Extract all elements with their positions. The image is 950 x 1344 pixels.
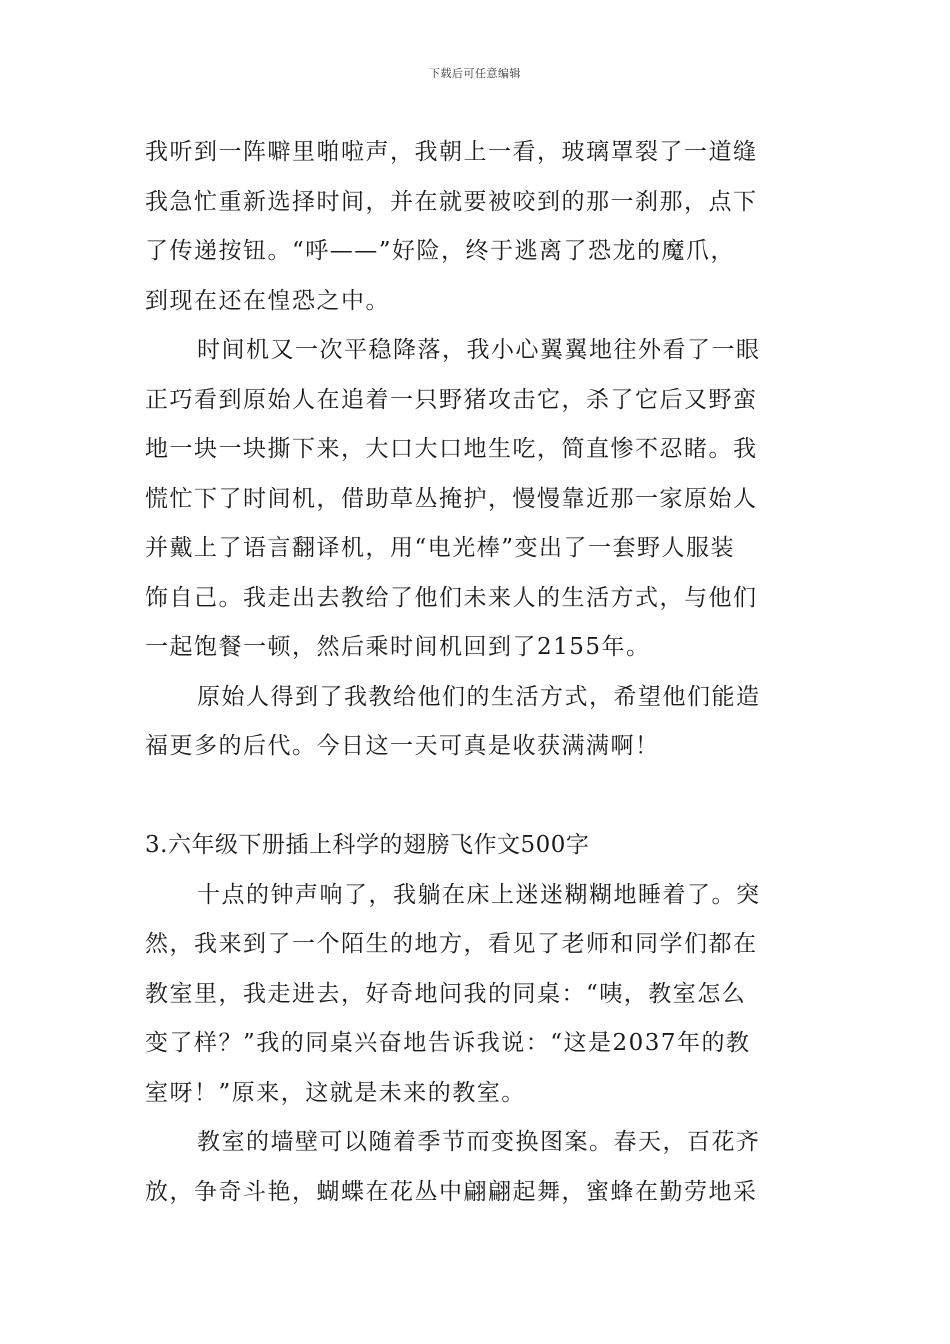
text-line: 了传递按钮。“呼——”好险，终于逃离了恐龙的魔爪， <box>145 238 736 264</box>
page-header: 下载后可任意编辑 <box>429 67 521 80</box>
text-line: 并戴上了语言翻译机，用“电光棒”变出了一套野人服装 <box>145 535 736 561</box>
section-heading: 3.六年级下册插上科学的翅膀飞作文500字 <box>145 832 590 858</box>
text-line: 原始人得到了我教给他们的生活方式，希望他们能造 <box>197 683 761 710</box>
text-line: 饰自己。我走出去教给了他们未来人的生活方式，与他们 <box>145 584 758 611</box>
text-line: 教室里，我走进去，好奇地问我的同桌：“咦，教室怎么 <box>145 980 747 1007</box>
text-line: 放，争奇斗艳，蝴蝶在花丛中翩翩起舞，蜜蜂在勤劳地采 <box>145 1178 758 1205</box>
section-paragraph-1 <box>145 871 810 1119</box>
document-body <box>145 128 810 1217</box>
text-line: 教室的墙壁可以随着季节而变换图案。春天，百花齐 <box>197 1129 761 1155</box>
text-line: 地一块一块撕下来，大口大口地生吃，简直惨不忍睹。我 <box>145 436 758 462</box>
text-line: 我听到一阵噼里啪啦声，我朝上一看，玻璃罩裂了一道缝 <box>145 139 758 165</box>
text-line: 室呀！”原来，这就是未来的教室。 <box>145 1079 526 1106</box>
paragraph-gap <box>145 772 810 822</box>
text-line: 正巧看到原始人在追着一只野猪攻击它，杀了它后又野蛮 <box>145 386 758 413</box>
text-line: 变了样？”我的同桌兴奋地告诉我说：“这是2037年的教 <box>145 1030 751 1056</box>
text-line: 到现在还在惶恐之中。 <box>145 287 390 314</box>
text-line: 我急忙重新选择时间，并在就要被咬到的那一刹那，点下 <box>145 188 758 215</box>
text-line: 一起饱餐一顿，然后乘时间机回到了2155年。 <box>145 634 651 660</box>
paragraph-3 <box>145 673 810 772</box>
text-line: 慌忙下了时间机，借助草丛掩护，慢慢靠近那一家原始人 <box>145 485 758 512</box>
text-line: 然，我来到了一个陌生的地方，看见了老师和同学们都在 <box>145 931 758 957</box>
section-paragraph-2 <box>145 1118 810 1217</box>
paragraph-1 <box>145 128 810 326</box>
text-line: 时间机又一次平稳降落，我小心翼翼地往外看了一眼 <box>197 337 761 363</box>
text-line: 十点的钟声响了，我躺在床上迷迷糊糊地睡着了。突 <box>197 881 761 908</box>
text-line: 福更多的后代。今日这一天可真是收获满满啊！ <box>145 733 660 759</box>
paragraph-2 <box>145 326 810 673</box>
